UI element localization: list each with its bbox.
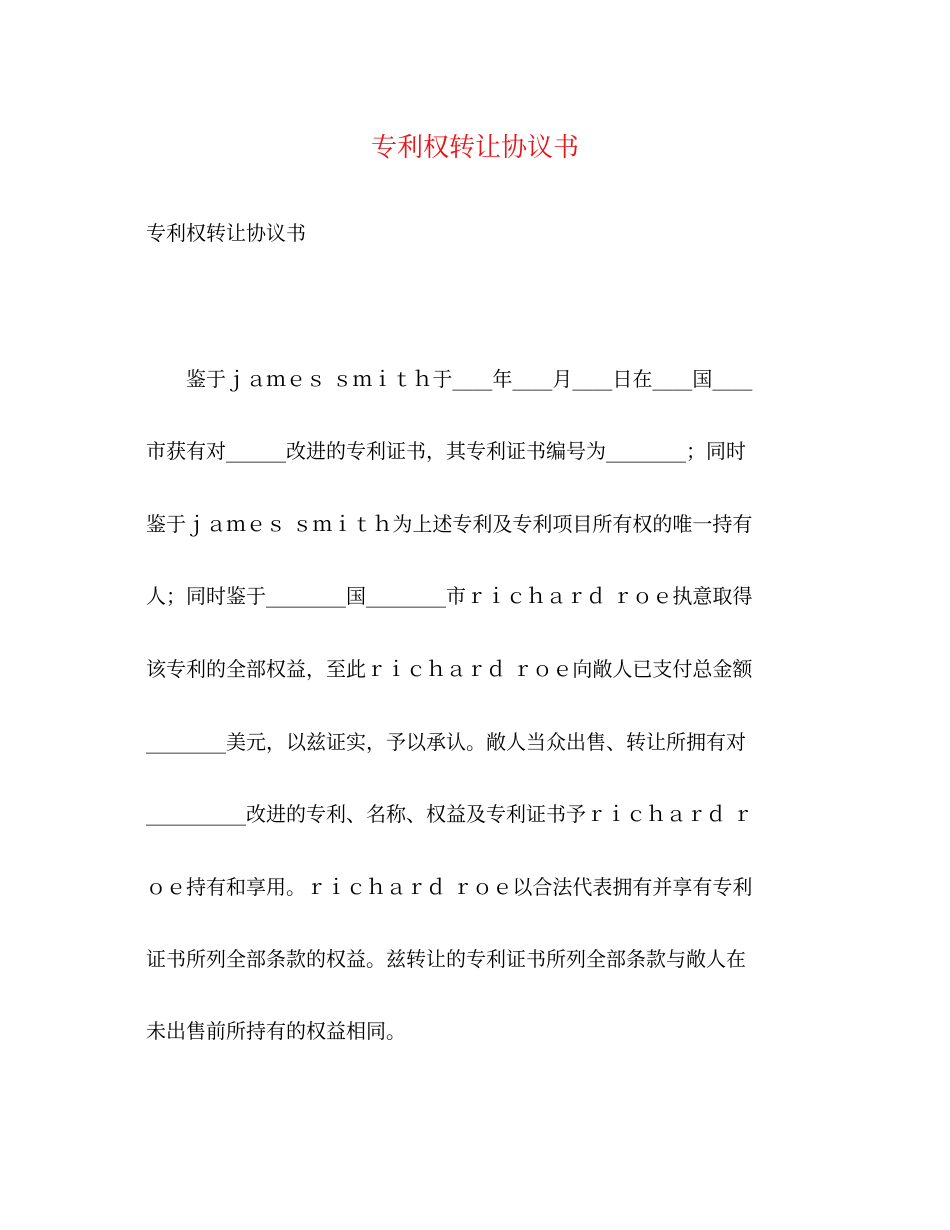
paragraph-line: 鉴于ｊａｍｅｓ ｓｍｉｔｈ于____年____月____日在____国____ xyxy=(146,367,753,391)
paragraph-line: __________改进的专利、名称、权益及专利证书予ｒｉｃｈａｒｄ ｒ xyxy=(146,802,753,826)
paragraph-line: ________美元，以兹证实，予以承认。敞人当众出售、转让所拥有对 xyxy=(146,730,746,754)
paragraph-line: ｏｅ持有和享用。ｒｉｃｈａｒｄ ｒｏｅ以合法代表拥有并享有专利 xyxy=(146,875,753,899)
paragraph-line: 该专利的全部权益，至此ｒｉｃｈａｒｄ ｒｏｅ向敞人已支付总金额 xyxy=(146,657,753,681)
document-title: 专利权转让协议书 xyxy=(370,133,579,163)
paragraph-line: 未出售前所持有的权益相同。 xyxy=(146,1019,406,1043)
paragraph-line: 人；同时鉴于________国________市ｒｉｃｈａｒｄ ｒｏｅ执意取得 xyxy=(146,584,753,608)
paragraph-line: 鉴于ｊａｍｅｓ ｓｍｉｔｈ为上述专利及专利项目所有权的唯一持有 xyxy=(146,512,753,536)
paragraph-line: 市获有对______改进的专利证书，其专利证书编号为________；同时 xyxy=(146,439,746,463)
paragraph-line: 证书所列全部条款的权益。兹转让的专利证书所列全部条款与敞人在 xyxy=(146,947,746,971)
document-subtitle: 专利权转让协议书 xyxy=(146,221,306,245)
